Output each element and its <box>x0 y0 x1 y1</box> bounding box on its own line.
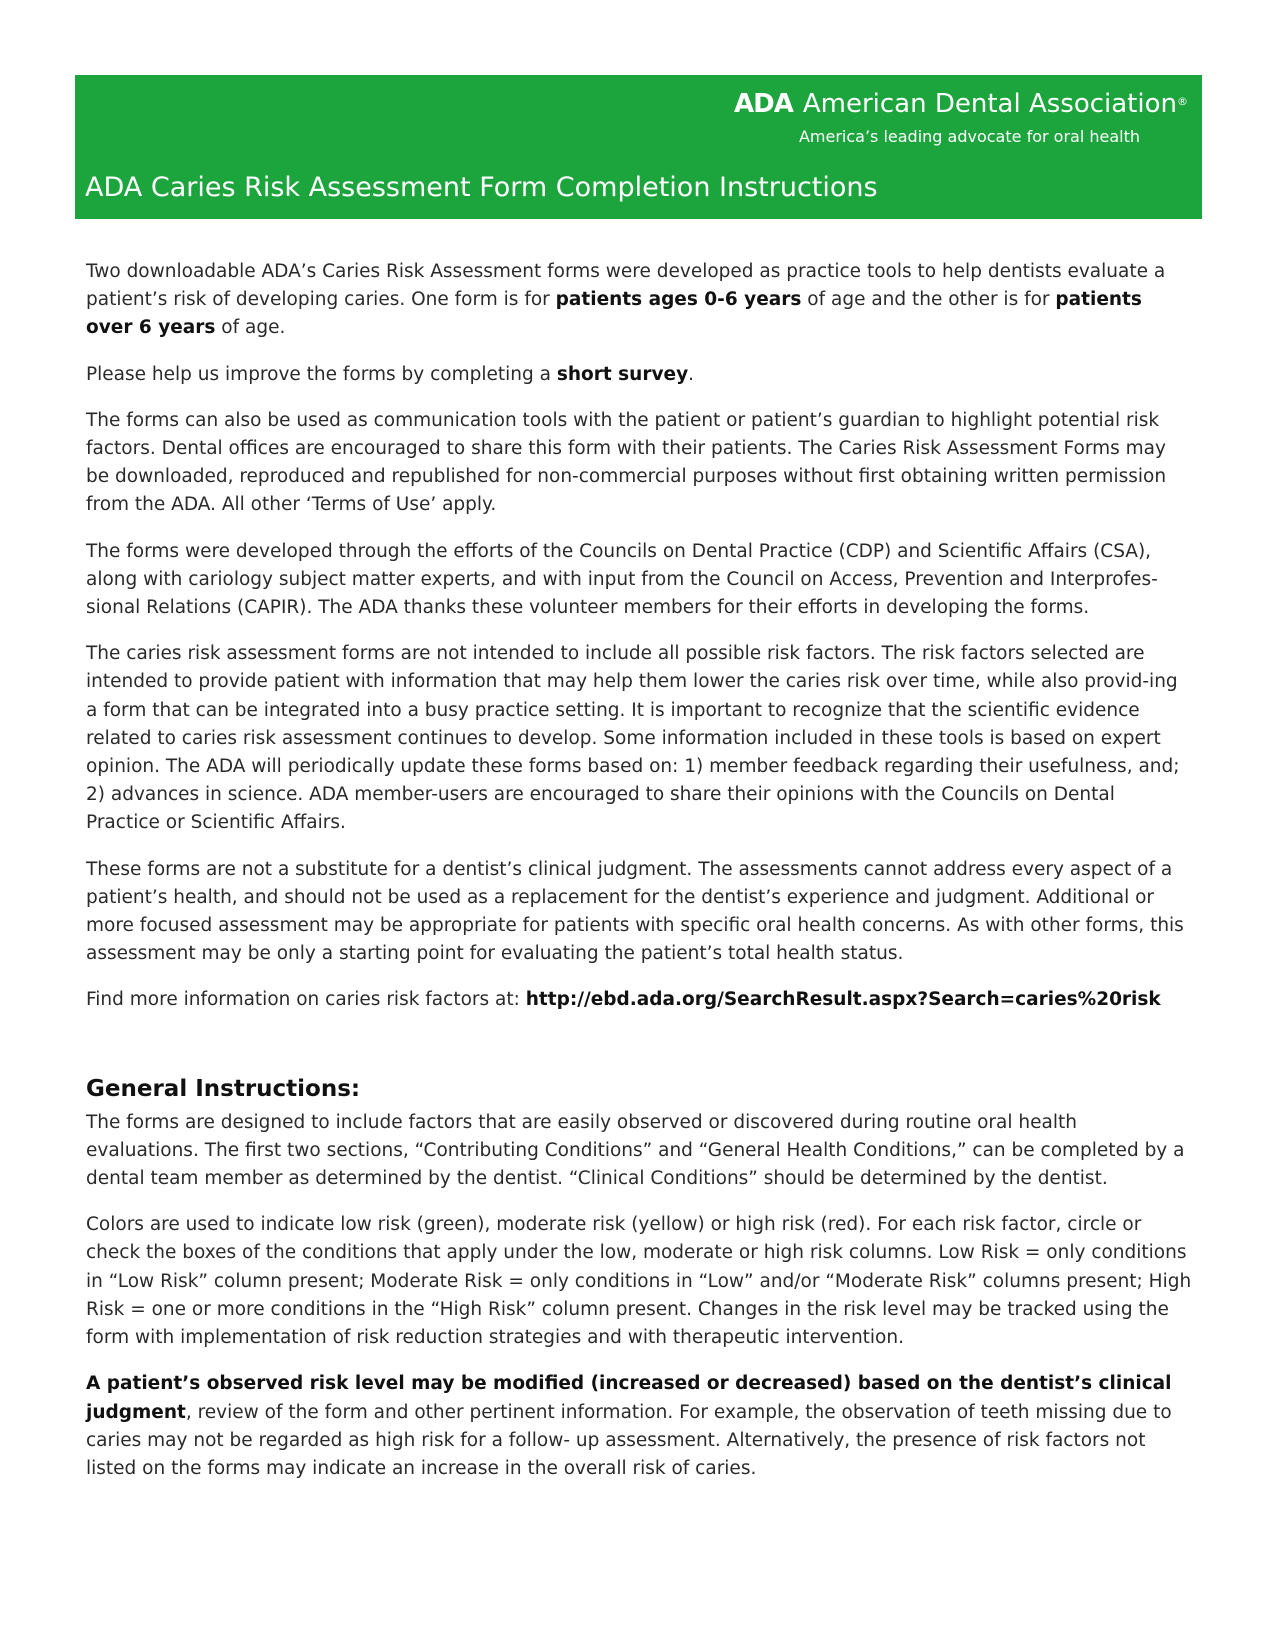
clinical-judgment-paragraph: These forms are not a substitute for a dentist’s clinical judgment. The assessments cannot address every aspect of a patient’s health, and should not be used as a replacement for the dentist’s experience and judgment. Additional or more focused assessment may be appropriate for patients with specific oral health concerns. As with other forms, this assessment may be only a starting point for evaluating the patient’s total health status. <box>86 858 1184 965</box>
risk-factors-paragraph: The caries risk assessment forms are not intended to include all possible risk factors. The risk factors selected are intended to provide patient with information that may help them lower the caries risk over time, while also provid-ing a form that can be integrated into a busy practice setting. It is important to recognize that the scientific evidence related to caries risk assessment continues to develop. Some information included in these tools is based on expert opinion. The ADA will periodically update these forms based on: 1) member feedback regarding their usefulness, and; 2) advances in science. ADA member-users are encouraged to share their opinions with the Councils on Dental Practice or Scientific Affairs. <box>86 643 1180 834</box>
logo-mark: ADA <box>734 89 793 119</box>
text-run: of age and the other is for <box>801 289 1056 311</box>
short-survey-link[interactable]: short survey <box>556 363 689 385</box>
text-run: Two downloadable ADA’s Caries Risk Assessment forms were developed as practice tools to help dentists evaluate a patient’s risk of developing caries. One form is for <box>86 261 1166 311</box>
text-run: Please help us improve the forms by completing a <box>86 363 557 385</box>
general-paragraph-sections: The forms are designed to include factors that are easily observed or discovered during routine oral health evaluations. The first two sections, “Contributing Conditions” and “General Health Conditions,” can be completed by a dental team member as determined by the dentist. “Clinical Conditions” should be determined by the dentist. <box>86 1111 1185 1190</box>
text-run: , review of the form and other pertinent information. For example, the observation of teeth missing due to caries may not be regarded as high risk for a follow- up assessment. Alternatively, the presence of risk factors not listed on the forms may indicate an increase in the overall risk of caries. <box>86 1401 1172 1479</box>
text-run: . <box>688 363 695 385</box>
intro-paragraph-forms <box>86 258 1194 343</box>
ebd-link[interactable]: http://ebd.ada.org/SearchResult.aspx?Search=caries%20risk <box>525 989 1161 1011</box>
registered-mark: ® <box>1177 95 1188 108</box>
communication-paragraph: The forms can also be used as communication tools with the patient or patient’s guardian to highlight potential risk factors. Dental offices are encouraged to share this form with their patients. The Caries Risk Assessment Forms may be downloaded, reproduced and republished for non-commercial purposes without first obtaining written permission from the ADA. All other ‘Terms of Use’ apply. <box>86 409 1167 516</box>
general-paragraph-modified-risk <box>86 1370 1194 1483</box>
logo-line <box>734 87 1188 121</box>
councils-paragraph: The forms were developed through the efforts of the Councils on Dental Practice (CDP) and Scientific Affairs (CSA), along with cariology subject matter experts, and with input from the Council on Access, Prevention and Interprofes-sional Relations (CAPIR). The ADA thanks these volunteer members for their efforts in developing the forms. <box>86 540 1158 619</box>
bold-text-patients-0-6: patients ages 0-6 years <box>555 289 802 311</box>
page-title: ADA Caries Risk Assessment Form Completion Instructions <box>85 172 878 203</box>
ada-logo <box>734 87 1188 147</box>
text-run: of age. <box>215 317 286 339</box>
more-info-paragraph <box>86 986 1194 1014</box>
tagline: America’s leading advocate for oral health <box>798 127 1140 146</box>
bold-text-modified-risk: A patient’s observed risk level may be modified (increased or decreased) based on the dentist’s clinical judgment <box>86 1373 1172 1423</box>
general-paragraph-colors: Colors are used to indicate low risk (green), moderate risk (yellow) or high risk (red). For each risk factor, circle or check the boxes of the conditions that apply under the low, moderate or high risk columns. Low Risk = only conditions in “Low Risk” column present; Moderate Risk = only conditions in “Low” and/or “Moderate Risk” columns present; High Risk = one or more conditions in the “High Risk” column present. Changes in the risk level may be tracked using the form with implementation of risk reduction strategies and with therapeutic intervention. <box>86 1214 1192 1349</box>
bold-text-patients-over-6: patients over 6 years <box>86 289 1142 339</box>
text-run: Find more information on caries risk factors at: <box>86 989 526 1011</box>
survey-paragraph <box>86 361 1194 389</box>
header-banner <box>75 75 1202 219</box>
organization-name: American Dental Association <box>802 89 1177 119</box>
document-body <box>86 258 1194 1501</box>
general-instructions-heading: General Instructions: <box>86 1075 361 1102</box>
